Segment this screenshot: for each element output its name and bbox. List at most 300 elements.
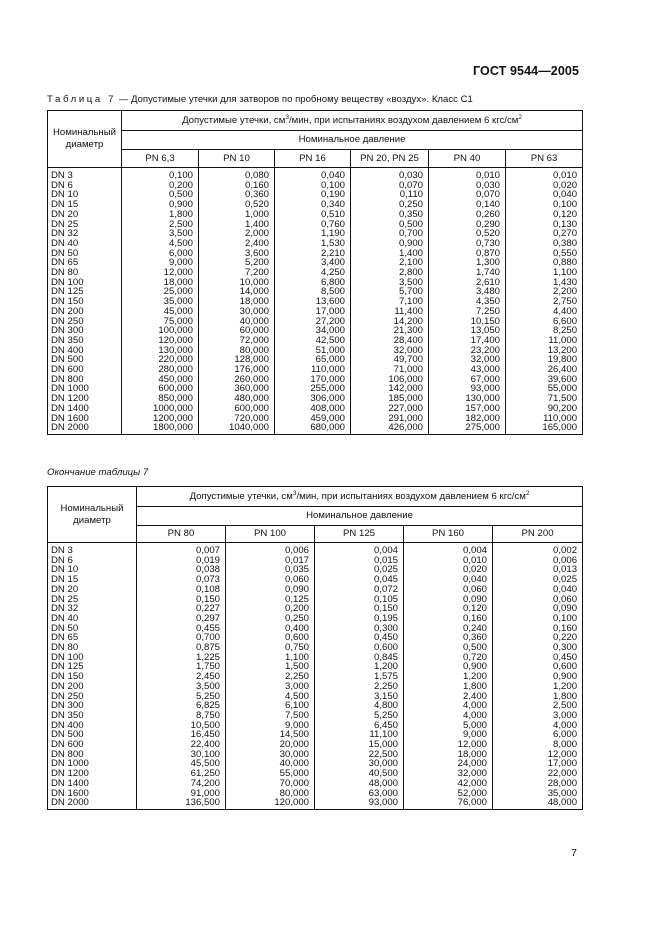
leakage-value-cell: 0,004 — [404, 543, 493, 556]
leakage-value-cell: 28,400 — [351, 336, 429, 346]
leakage-value-cell: 9,000 — [404, 730, 493, 740]
nominal-diameter-cell: DN 150 — [48, 297, 122, 307]
table-row — [48, 181, 583, 191]
document-header: ГОСТ 9544—2005 — [473, 64, 579, 78]
leakage-value-cell: 30,100 — [137, 750, 226, 760]
leakage-value-cell: 157,000 — [429, 404, 506, 414]
nominal-diameter-cell: DN 6 — [48, 181, 122, 191]
leakage-value-cell: 32,000 — [429, 355, 506, 365]
leakage-value-cell: 51,000 — [275, 346, 351, 356]
leakage-value-cell: 71,000 — [351, 365, 429, 375]
leakage-value-cell: 93,000 — [429, 384, 506, 394]
leakage-value-cell: 8,750 — [137, 711, 226, 721]
leakage-value-cell: 0,120 — [506, 210, 583, 220]
leakage-value-cell: 4,350 — [429, 297, 506, 307]
leakage-value-cell: 40,500 — [315, 769, 404, 779]
leakage-value-cell: 1,225 — [137, 653, 226, 663]
table-row — [48, 789, 583, 799]
nominal-diameter-cell: DN 500 — [48, 730, 137, 740]
leakage-value-cell: 1000,000 — [122, 404, 199, 414]
page-number: 7 — [571, 847, 577, 859]
table-row — [48, 779, 583, 789]
leakage-value-cell: 90,200 — [506, 404, 583, 414]
leakage-value-cell: 0,500 — [404, 643, 493, 653]
leakage-value-cell: 11,400 — [351, 307, 429, 317]
leakage-value-cell: 0,110 — [351, 190, 429, 200]
leakage-value-cell: 23,200 — [429, 346, 506, 356]
leakage-value-cell: 0,038 — [137, 565, 226, 575]
nominal-diameter-cell: DN 1600 — [48, 789, 137, 799]
leakage-value-cell: 0,006 — [493, 556, 583, 566]
leakage-value-cell: 0,006 — [226, 543, 315, 556]
leakage-value-cell: 40,000 — [199, 317, 275, 327]
leakage-value-cell: 1,100 — [506, 268, 583, 278]
leakage-value-cell: 14,000 — [199, 287, 275, 297]
table-row — [48, 585, 583, 595]
leakage-value-cell: 0,750 — [226, 643, 315, 653]
leakage-value-cell: 42,500 — [275, 336, 351, 346]
leakage-value-cell: 91,000 — [137, 789, 226, 799]
leakage-value-cell: 30,000 — [315, 759, 404, 769]
leakage-value-cell: 0,030 — [429, 181, 506, 191]
leakage-value-cell: 130,000 — [122, 346, 199, 356]
leakage-value-cell: 18,000 — [122, 278, 199, 288]
leakage-value-cell: 0,130 — [506, 220, 583, 230]
leakage-value-cell: 19,800 — [506, 355, 583, 365]
leakage-value-cell: 106,000 — [351, 375, 429, 385]
leakage-value-cell: 42,000 — [404, 779, 493, 789]
leakage-value-cell: 8,000 — [493, 740, 583, 750]
table-row — [48, 711, 583, 721]
nominal-diameter-cell: DN 1000 — [48, 384, 122, 394]
leakage-value-cell: 182,000 — [429, 414, 506, 424]
leakage-value-cell: 52,000 — [404, 789, 493, 799]
table-row — [48, 721, 583, 731]
leakage-value-cell: 0,870 — [429, 249, 506, 259]
leakage-value-cell: 10,500 — [137, 721, 226, 731]
leakage-value-cell: 0,900 — [493, 672, 583, 682]
leak-header-sup2: 2 — [525, 489, 530, 497]
nominal-diameter-cell: DN 15 — [48, 575, 137, 585]
leakage-value-cell: 12,000 — [122, 268, 199, 278]
leakage-value-cell: 22,500 — [315, 750, 404, 760]
leakage-value-cell: 0,060 — [226, 575, 315, 585]
leakage-value-cell: 0,380 — [506, 239, 583, 249]
nominal-diameter-cell: DN 65 — [48, 258, 122, 268]
leakage-value-cell: 5,700 — [351, 287, 429, 297]
leakage-value-cell: 21,300 — [351, 326, 429, 336]
nominal-diameter-cell: DN 65 — [48, 633, 137, 643]
leakage-value-cell: 17,000 — [275, 307, 351, 317]
leakage-value-cell: 3,000 — [493, 711, 583, 721]
leakage-value-cell: 0,720 — [404, 653, 493, 663]
leakage-value-cell: 0,190 — [275, 190, 351, 200]
leakage-value-cell: 63,000 — [315, 789, 404, 799]
nominal-diameter-cell: DN 1400 — [48, 779, 137, 789]
leakage-value-cell: 34,000 — [275, 326, 351, 336]
leakage-value-cell: 0,195 — [315, 614, 404, 624]
table-row — [48, 268, 583, 278]
leakage-value-cell: 7,500 — [226, 711, 315, 721]
leakage-value-cell: 2,250 — [226, 672, 315, 682]
leakage-value-cell: 71,500 — [506, 394, 583, 404]
leakage-value-cell: 24,000 — [404, 759, 493, 769]
leakage-value-cell: 0,200 — [122, 181, 199, 191]
leakage-value-cell: 3,150 — [315, 692, 404, 702]
leakage-value-cell: 0,600 — [493, 662, 583, 672]
leakage-value-cell: 0,070 — [351, 181, 429, 191]
leak-header-sup: 3 — [292, 489, 297, 497]
leakage-value-cell: 0,700 — [351, 229, 429, 239]
leakage-value-cell: 1,200 — [493, 682, 583, 692]
leakage-value-cell: 0,900 — [351, 239, 429, 249]
leakage-value-cell: 6,825 — [137, 701, 226, 711]
nominal-diameter-cell: DN 20 — [48, 585, 137, 595]
leakage-value-cell: 0,125 — [226, 595, 315, 605]
table-row — [48, 730, 583, 740]
table-row — [48, 643, 583, 653]
leakage-value-cell: 2,200 — [506, 287, 583, 297]
leakage-value-cell: 1,800 — [404, 682, 493, 692]
leakage-value-cell: 80,000 — [199, 346, 275, 356]
leakage-value-cell: 2,250 — [315, 682, 404, 692]
leakage-value-cell: 176,000 — [199, 365, 275, 375]
leakage-value-cell: 40,000 — [226, 759, 315, 769]
leakage-value-cell: 1040,000 — [199, 423, 275, 434]
table-row — [48, 565, 583, 575]
leakage-value-cell: 3,500 — [351, 278, 429, 288]
nominal-diameter-cell: DN 2000 — [48, 798, 137, 809]
leakage-value-cell: 600,000 — [122, 384, 199, 394]
leak-header-sup: 3 — [285, 113, 289, 121]
leakage-value-cell: 55,000 — [506, 384, 583, 394]
leakage-value-cell: 4,500 — [122, 239, 199, 249]
nominal-diameter-cell: DN 100 — [48, 653, 137, 663]
leakage-value-cell: 2,400 — [199, 239, 275, 249]
nominal-diameter-cell: DN 3 — [48, 543, 137, 556]
leakage-value-cell: 1200,000 — [122, 414, 199, 424]
leakage-value-cell: 35,000 — [493, 789, 583, 799]
leakage-value-cell: 0,150 — [315, 604, 404, 614]
leakage-value-cell: 0,100 — [275, 181, 351, 191]
leakage-value-cell: 0,550 — [506, 249, 583, 259]
leakage-value-cell: 0,300 — [315, 624, 404, 634]
leakage-value-cell: 0,270 — [506, 229, 583, 239]
nominal-diameter-cell: DN 1200 — [48, 394, 122, 404]
table-row — [48, 692, 583, 702]
leakage-value-cell: 55,000 — [226, 769, 315, 779]
leakage-value-cell: 9,000 — [122, 258, 199, 268]
nominal-diameter-cell: DN 25 — [48, 595, 137, 605]
leakage-value-cell: 0,060 — [404, 585, 493, 595]
table-row — [48, 249, 583, 259]
leakage-value-cell: 13,050 — [429, 326, 506, 336]
leakage-value-cell: 0,072 — [315, 585, 404, 595]
leakage-value-cell: 5,250 — [137, 692, 226, 702]
nominal-diameter-cell: DN 32 — [48, 229, 122, 239]
nominal-diameter-cell: DN 1200 — [48, 769, 137, 779]
leakage-value-cell: 0,600 — [315, 643, 404, 653]
leakage-value-cell: 720,000 — [199, 414, 275, 424]
leakage-value-cell: 1,400 — [199, 220, 275, 230]
leakage-value-cell: 10,000 — [199, 278, 275, 288]
leakage-value-cell: 110,000 — [506, 414, 583, 424]
nominal-diameter-cell: DN 1600 — [48, 414, 122, 424]
nominal-diameter-cell: DN 200 — [48, 682, 137, 692]
nominal-diameter-cell: DN 2000 — [48, 423, 122, 434]
leak-header-mid: /мин, при испытаниях воздухом давлением 6 кгс/см — [296, 490, 526, 502]
leakage-value-cell: 2,400 — [404, 692, 493, 702]
pressure-column-header: PN 10 — [199, 150, 275, 168]
leakage-table-continuation — [47, 486, 583, 810]
leakage-value-cell: 0,035 — [226, 565, 315, 575]
table-row — [48, 798, 583, 809]
table-row — [48, 769, 583, 779]
leakage-value-cell: 0,007 — [137, 543, 226, 556]
leakage-value-cell: 1,190 — [275, 229, 351, 239]
table-row — [48, 168, 583, 181]
leakage-value-cell: 17,400 — [429, 336, 506, 346]
table-row — [48, 595, 583, 605]
col-header-nominal-diameter: Номинальный диаметр — [48, 111, 122, 168]
leakage-value-cell: 227,000 — [351, 404, 429, 414]
leakage-value-cell: 2,000 — [199, 229, 275, 239]
nominal-diameter-cell: DN 400 — [48, 346, 122, 356]
leakage-value-cell: 8,250 — [506, 326, 583, 336]
leakage-value-cell: 1,750 — [137, 662, 226, 672]
leakage-value-cell: 0,250 — [226, 614, 315, 624]
leakage-value-cell: 0,010 — [404, 556, 493, 566]
nominal-diameter-cell: DN 1000 — [48, 759, 137, 769]
leakage-value-cell: 480,000 — [199, 394, 275, 404]
leakage-value-cell: 45,000 — [122, 307, 199, 317]
leakage-value-cell: 0,300 — [493, 643, 583, 653]
leakage-value-cell: 15,000 — [315, 740, 404, 750]
pressure-column-header: PN 40 — [429, 150, 506, 168]
leakage-value-cell: 6,100 — [226, 701, 315, 711]
nominal-diameter-cell: DN 50 — [48, 249, 122, 259]
leakage-value-cell: 128,000 — [199, 355, 275, 365]
table-row — [48, 556, 583, 566]
leakage-value-cell: 5,250 — [315, 711, 404, 721]
leakage-value-cell: 1,800 — [122, 210, 199, 220]
table-row — [48, 575, 583, 585]
leakage-value-cell: 0,510 — [275, 210, 351, 220]
leakage-value-cell: 74,200 — [137, 779, 226, 789]
leakage-value-cell: 280,000 — [122, 365, 199, 375]
leakage-value-cell: 0,500 — [122, 190, 199, 200]
leakage-value-cell: 14,200 — [351, 317, 429, 327]
leakage-value-cell: 120,000 — [122, 336, 199, 346]
leakage-value-cell: 3,000 — [226, 682, 315, 692]
leakage-value-cell: 110,000 — [275, 365, 351, 375]
nominal-diameter-cell: DN 50 — [48, 624, 137, 634]
leakage-value-cell: 0,100 — [506, 200, 583, 210]
leakage-value-cell: 67,000 — [429, 375, 506, 385]
leakage-value-cell: 6,450 — [315, 721, 404, 731]
nominal-diameter-cell: DN 200 — [48, 307, 122, 317]
table-row — [48, 220, 583, 230]
pressure-column-header: PN 100 — [226, 526, 315, 543]
leakage-value-cell: 72,000 — [199, 336, 275, 346]
col-header-nominal-pressure: Номинальное давление — [137, 507, 583, 526]
table-row — [48, 239, 583, 249]
nominal-diameter-cell: DN 40 — [48, 239, 122, 249]
leakage-value-cell: 43,000 — [429, 365, 506, 375]
leakage-value-cell: 0,730 — [429, 239, 506, 249]
leakage-value-cell: 0,040 — [275, 168, 351, 181]
leakage-value-cell: 0,520 — [199, 200, 275, 210]
leakage-value-cell: 93,000 — [315, 798, 404, 809]
leakage-value-cell: 2,210 — [275, 249, 351, 259]
leakage-value-cell: 65,000 — [275, 355, 351, 365]
col-header-allowed-leakage — [122, 111, 583, 131]
leakage-value-cell: 0,040 — [404, 575, 493, 585]
leakage-value-cell: 0,025 — [493, 575, 583, 585]
pressure-column-header: PN 20, PN 25 — [351, 150, 429, 168]
leakage-value-cell: 170,000 — [275, 375, 351, 385]
leakage-value-cell: 2,500 — [122, 220, 199, 230]
pressure-column-header: PN 160 — [404, 526, 493, 543]
leakage-value-cell: 0,090 — [493, 604, 583, 614]
nominal-diameter-cell: DN 250 — [48, 317, 122, 327]
leakage-value-cell: 0,040 — [493, 585, 583, 595]
leakage-value-cell: 0,360 — [404, 633, 493, 643]
leakage-value-cell: 0,120 — [404, 604, 493, 614]
leakage-value-cell: 2,100 — [351, 258, 429, 268]
leakage-value-cell: 0,004 — [315, 543, 404, 556]
nominal-diameter-cell: DN 125 — [48, 662, 137, 672]
leak-header-sup2: 2 — [518, 113, 522, 121]
leakage-value-cell: 3,500 — [137, 682, 226, 692]
nominal-diameter-cell: DN 250 — [48, 692, 137, 702]
table-row — [48, 682, 583, 692]
leakage-value-cell: 2,610 — [429, 278, 506, 288]
leakage-value-cell: 0,450 — [493, 653, 583, 663]
leakage-value-cell: 0,040 — [506, 190, 583, 200]
col-header-nominal-pressure: Номинальное давление — [122, 131, 583, 150]
leakage-value-cell: 20,000 — [226, 740, 315, 750]
leakage-value-cell: 165,000 — [506, 423, 583, 434]
leakage-value-cell: 7,100 — [351, 297, 429, 307]
leakage-table-body — [48, 543, 583, 810]
leakage-value-cell: 306,000 — [275, 394, 351, 404]
table-row — [48, 662, 583, 672]
leakage-value-cell: 0,080 — [199, 168, 275, 181]
leakage-value-cell: 60,000 — [199, 326, 275, 336]
leakage-value-cell: 4,800 — [315, 701, 404, 711]
leakage-value-cell: 22,400 — [137, 740, 226, 750]
leakage-value-cell: 18,000 — [199, 297, 275, 307]
leakage-value-cell: 360,000 — [199, 384, 275, 394]
nominal-diameter-cell: DN 600 — [48, 365, 122, 375]
leakage-value-cell: 32,000 — [351, 346, 429, 356]
leakage-value-cell: 13,200 — [506, 346, 583, 356]
leakage-value-cell: 9,000 — [226, 721, 315, 731]
pressure-column-header: PN 200 — [493, 526, 583, 543]
leakage-value-cell: 1,400 — [351, 249, 429, 259]
leakage-value-cell: 1,200 — [315, 662, 404, 672]
leakage-value-cell: 1,000 — [199, 210, 275, 220]
pressure-column-header: PN 63 — [506, 150, 583, 168]
leakage-value-cell: 0,900 — [122, 200, 199, 210]
leakage-value-cell: 2,450 — [137, 672, 226, 682]
leakage-value-cell: 0,297 — [137, 614, 226, 624]
leakage-value-cell: 1,800 — [493, 692, 583, 702]
leakage-value-cell: 30,000 — [199, 307, 275, 317]
leakage-value-cell: 6,600 — [506, 317, 583, 327]
leakage-value-cell: 0,140 — [429, 200, 506, 210]
leakage-value-cell: 0,250 — [351, 200, 429, 210]
leakage-value-cell: 0,160 — [199, 181, 275, 191]
leakage-value-cell: 32,000 — [404, 769, 493, 779]
leakage-value-cell: 120,000 — [226, 798, 315, 809]
leakage-value-cell: 1,300 — [429, 258, 506, 268]
leakage-value-cell: 0,350 — [351, 210, 429, 220]
table-label: Таблица 7 — [47, 94, 117, 105]
leakage-value-cell: 426,000 — [351, 423, 429, 434]
leakage-value-cell: 0,360 — [199, 190, 275, 200]
table-row — [48, 190, 583, 200]
leakage-value-cell: 0,020 — [506, 181, 583, 191]
leakage-value-cell: 0,070 — [429, 190, 506, 200]
nominal-diameter-cell: DN 32 — [48, 604, 137, 614]
leakage-value-cell: 0,105 — [315, 595, 404, 605]
leakage-value-cell: 12,000 — [404, 740, 493, 750]
leakage-value-cell: 4,400 — [506, 307, 583, 317]
nominal-diameter-cell: DN 40 — [48, 614, 137, 624]
leakage-value-cell: 0,015 — [315, 556, 404, 566]
leakage-value-cell: 1,430 — [506, 278, 583, 288]
leakage-value-cell: 17,000 — [493, 759, 583, 769]
leakage-value-cell: 6,000 — [122, 249, 199, 259]
table-row — [48, 543, 583, 556]
leakage-value-cell: 0,030 — [351, 168, 429, 181]
leak-header-prefix: Допустимые утечки, см — [182, 114, 286, 126]
nominal-diameter-cell: DN 6 — [48, 556, 137, 566]
leakage-value-cell: 26,400 — [506, 365, 583, 375]
leakage-value-cell: 0,400 — [226, 624, 315, 634]
table-row — [48, 229, 583, 239]
leakage-value-cell: 5,200 — [199, 258, 275, 268]
leakage-value-cell: 3,600 — [199, 249, 275, 259]
leakage-value-cell: 0,019 — [137, 556, 226, 566]
pressure-column-header: PN 6,3 — [122, 150, 199, 168]
leakage-value-cell: 408,000 — [275, 404, 351, 414]
leakage-value-cell: 45,500 — [137, 759, 226, 769]
leakage-value-cell: 0,875 — [137, 643, 226, 653]
leakage-value-cell: 3,400 — [275, 258, 351, 268]
leak-header-mid: /мин, при испытаниях воздухом давлением 6 кгс/см — [288, 114, 519, 126]
leakage-value-cell: 100,000 — [122, 326, 199, 336]
nominal-diameter-cell: DN 800 — [48, 750, 137, 760]
leakage-table — [47, 110, 583, 435]
leakage-value-cell: 7,250 — [429, 307, 506, 317]
leakage-value-cell: 680,000 — [275, 423, 351, 434]
nominal-diameter-cell: DN 600 — [48, 740, 137, 750]
leakage-value-cell: 136,500 — [137, 798, 226, 809]
leakage-value-cell: 7,200 — [199, 268, 275, 278]
leakage-value-cell: 13,600 — [275, 297, 351, 307]
leakage-value-cell: 4,250 — [275, 268, 351, 278]
nominal-diameter-cell: DN 800 — [48, 375, 122, 385]
leakage-value-cell: 1800,000 — [122, 423, 199, 434]
leakage-value-cell: 61,250 — [137, 769, 226, 779]
leakage-value-cell: 0,845 — [315, 653, 404, 663]
table-row — [48, 653, 583, 663]
nominal-diameter-cell: DN 300 — [48, 701, 137, 711]
leakage-value-cell: 0,150 — [137, 595, 226, 605]
